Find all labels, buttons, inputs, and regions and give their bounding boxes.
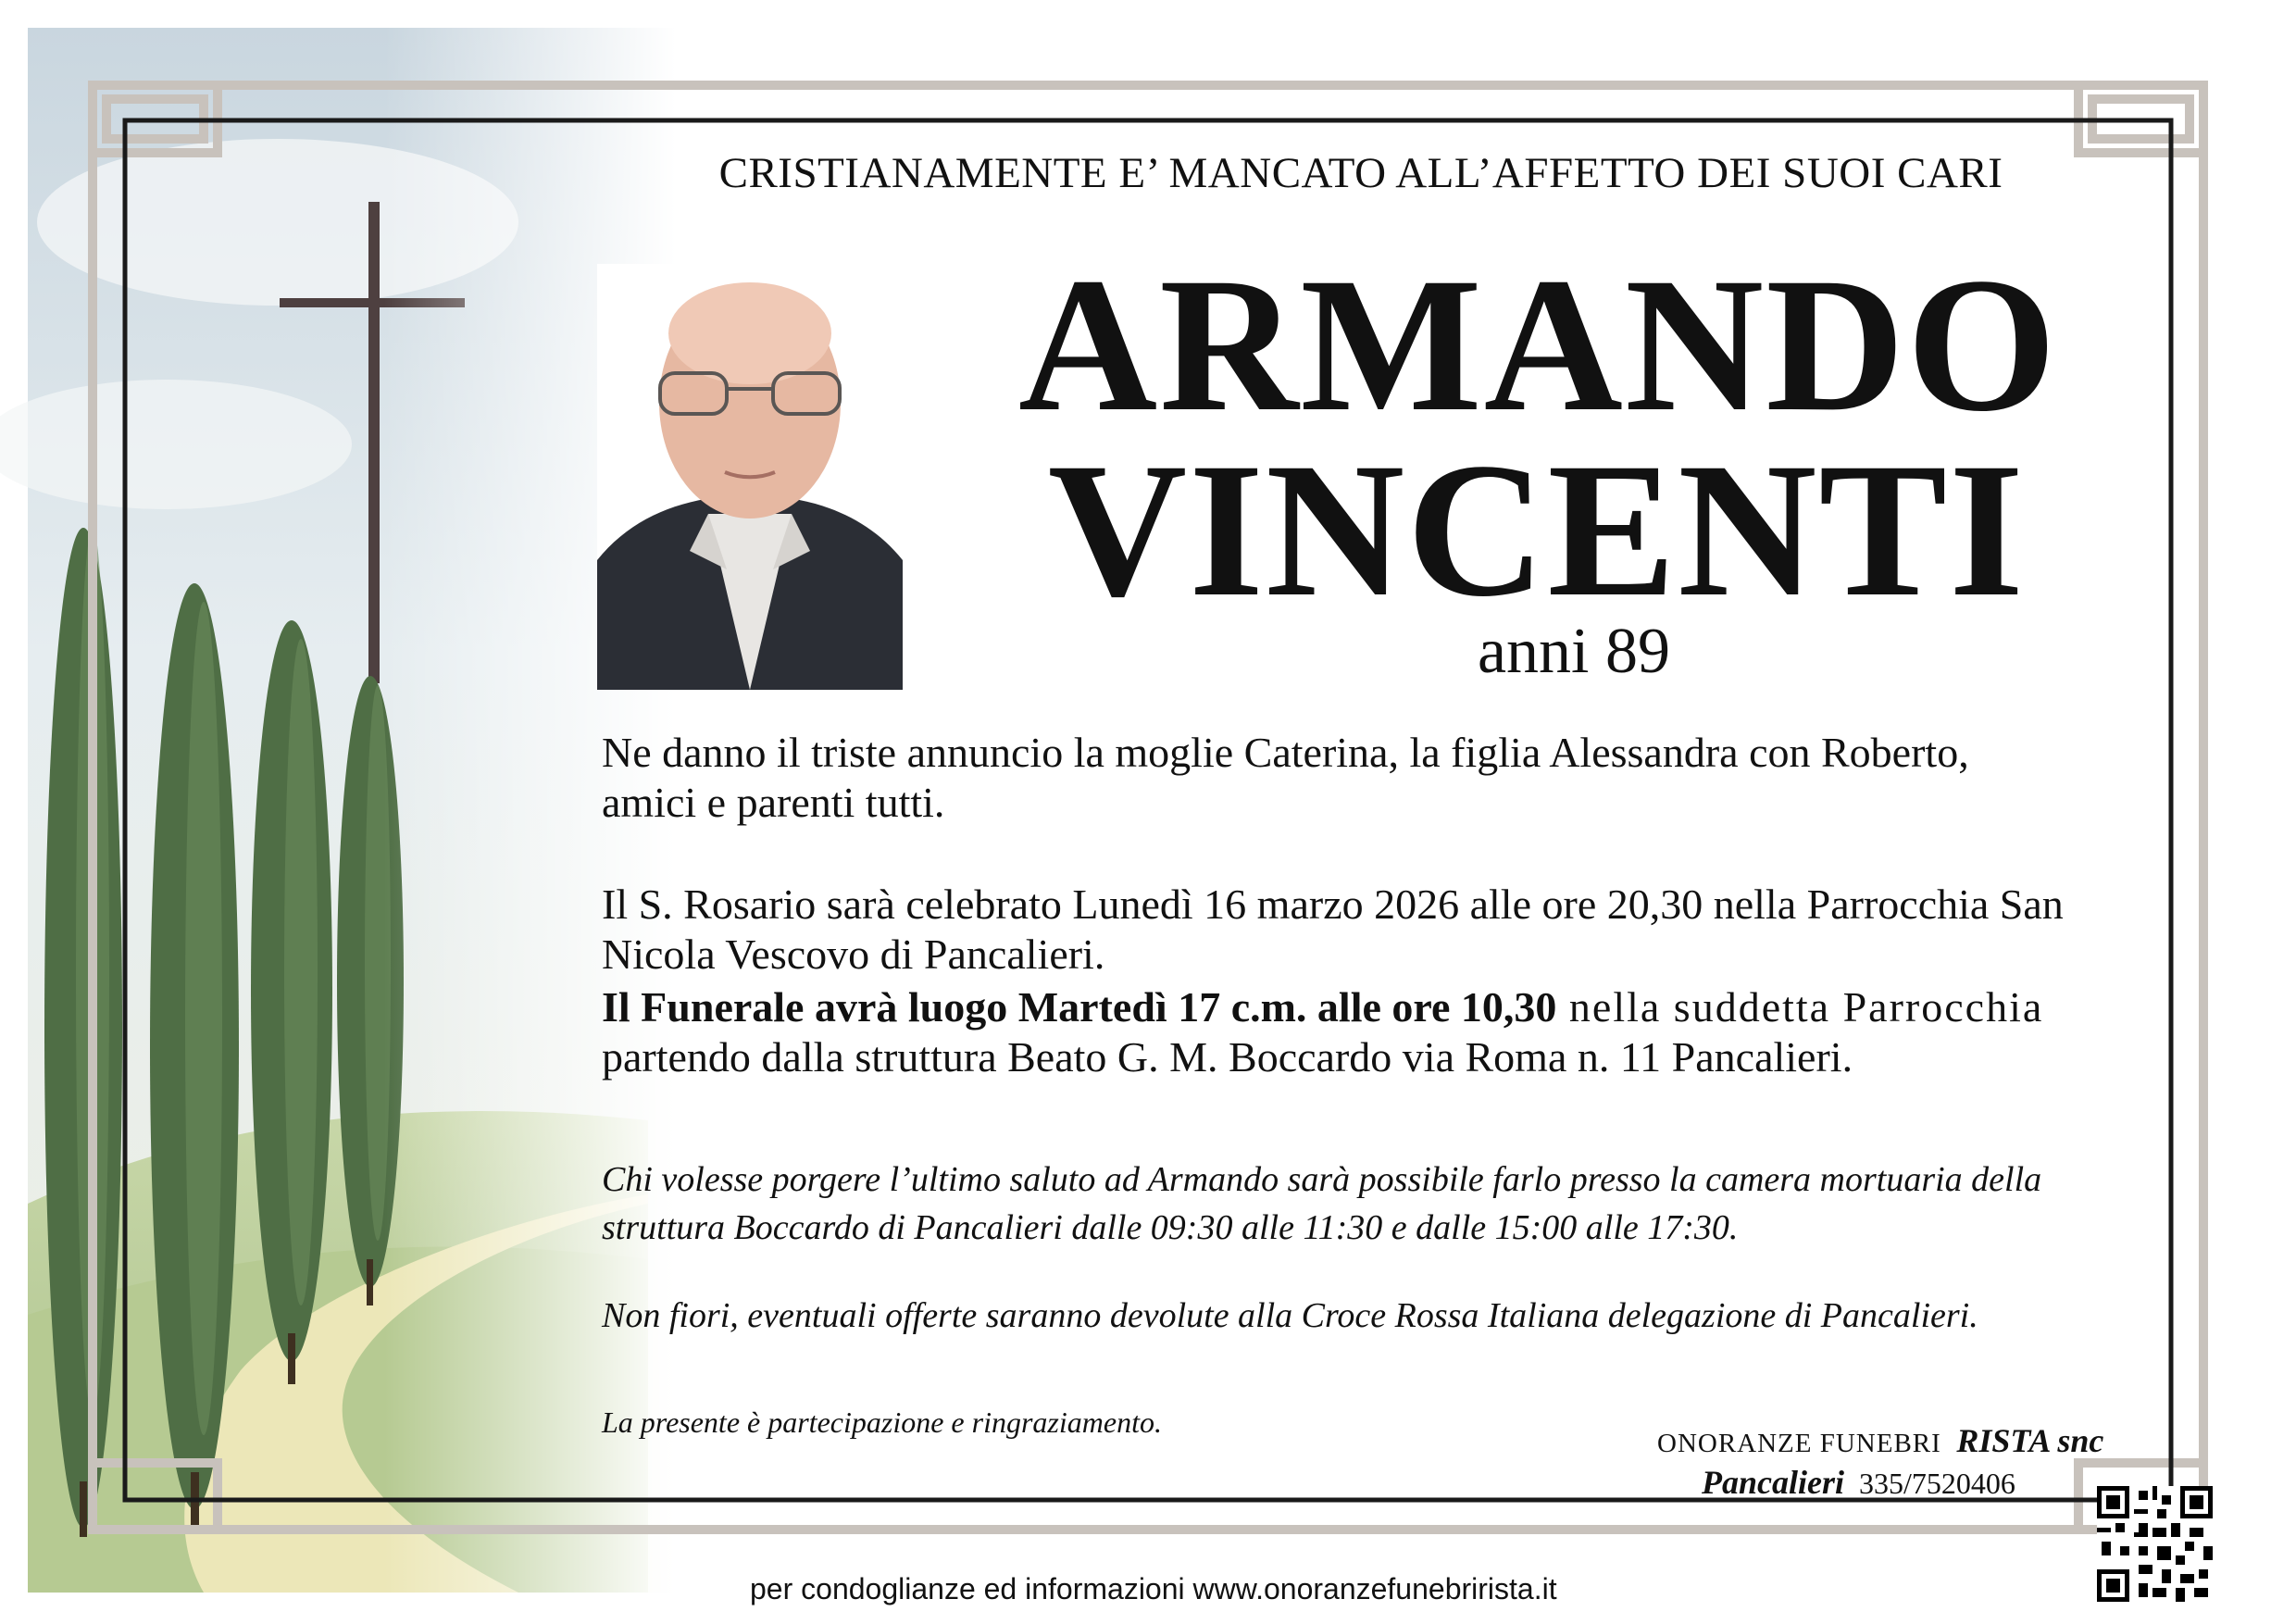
rosary-paragraph (602, 880, 2064, 980)
rosary-line-2: Nicola Vescovo di Pancalieri. (602, 931, 1105, 978)
visitation-line-1: Chi volesse porgere l’ultimo saluto ad Armando sarà possibile farlo presso la camera mortuaria della (602, 1160, 2042, 1199)
agency-name (1657, 1421, 2103, 1460)
agency-prefix: ONORANZE FUNEBRI (1657, 1429, 1941, 1458)
funeral-line-1 (602, 982, 2043, 1032)
agency-phone: 335/7520406 (1858, 1467, 2015, 1500)
visitation-paragraph (602, 1156, 2041, 1252)
last-name: VINCENTI (1047, 423, 2027, 636)
funeral-rest-text: nella suddetta Parrocchia (1556, 983, 2044, 1031)
portrait-photo (597, 264, 903, 690)
agency-city: Pancalieri (1702, 1464, 1844, 1501)
qr-code[interactable] (2097, 1486, 2213, 1602)
thanks-note: La presente è partecipazione e ringraziamento. (602, 1405, 1162, 1439)
funeral-line-2: partendo dalla struttura Beato G. M. Boccardo via Roma n. 11 Pancalieri. (602, 1033, 1853, 1081)
age: anni 89 (1477, 616, 1671, 687)
flowers-note: Non fiori, eventuali offerte saranno devolute alla Croce Rossa Italiana delegazione di Pancalieri. (602, 1296, 1978, 1335)
announcement-line-2: amici e parenti tutti. (602, 779, 945, 826)
funeral-bold-text: Il Funerale avrà luogo Martedì 17 c.m. alle ore 10,30 (602, 983, 1557, 1031)
first-name: ARMANDO (1018, 238, 2059, 451)
agency-brand: RISTA snc (1956, 1422, 2104, 1459)
footer-text: per condoglianze ed informazioni www.onoranzefunebrirista.it (750, 1572, 1557, 1605)
visitation-line-2: struttura Boccardo di Pancalieri dalle 09:30 alle 11:30 e dalle 15:00 alle 17:30. (602, 1208, 1739, 1247)
header-text: CRISTIANAMENTE E’ MANCATO ALL’AFFETTO DEI SUOI CARI (718, 149, 2003, 197)
funeral-paragraph (602, 982, 2043, 1082)
agency-contact (1702, 1463, 2015, 1502)
announcement-paragraph (602, 728, 1969, 828)
announcement-line-1: Ne danno il triste annuncio la moglie Caterina, la figlia Alessandra con Roberto, (602, 729, 1969, 776)
rosary-line-1: Il S. Rosario sarà celebrato Lunedì 16 marzo 2026 alle ore 20,30 nella Parrocchia San (602, 881, 2064, 928)
